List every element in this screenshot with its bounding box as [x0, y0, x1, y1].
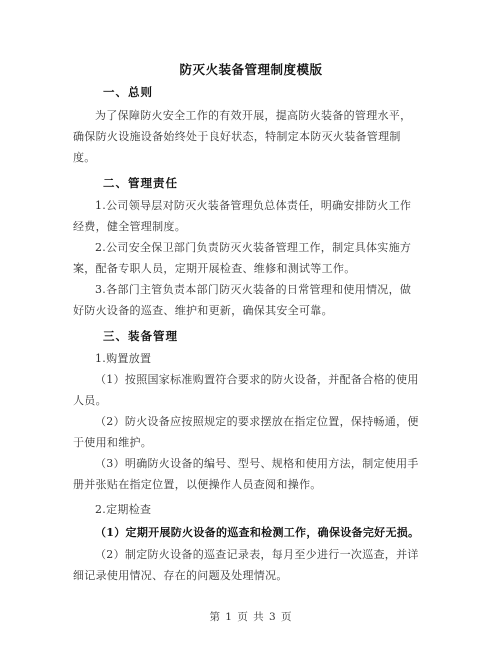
paragraph-line: 确保防火设施设备始终处于良好状态，特制定本防灭火装备管理制	[73, 130, 401, 143]
paragraph-line: （2）防火设备应按照规定的要求摆放在指定位置，保持畅通，便	[95, 415, 419, 428]
paragraph-line: 经费，健全管理制度。	[73, 220, 186, 233]
paragraph-line: 1.购置放置	[95, 352, 152, 365]
page-footer: 第 1 页 共 3 页	[209, 611, 293, 623]
paragraph-line: 案，配备专职人员，定期开展检查、维修和测试等工作。	[73, 262, 356, 275]
paragraph-line: 2.定期检查	[95, 503, 152, 516]
document-title: 防灭火装备管理制度模版	[179, 62, 323, 77]
paragraph-line: 3.各部门主管负责本部门防灭火装备的日常管理和使用情况，做	[95, 283, 412, 296]
paragraph-line-bold: （1）定期开展防火设备的巡查和检测工作，确保设备完好无损。	[95, 526, 420, 539]
paragraph-line: （1）按照国家标准购置符合要求的防火设备，并配备合格的使用	[95, 373, 419, 386]
paragraph-line: 于使用和维护。	[73, 436, 153, 449]
paragraph-line: 1.公司领导层对防灭火装备管理负总体责任，明确安排防火工作	[95, 199, 412, 212]
paragraph-line: 人员。	[73, 394, 107, 407]
paragraph-line: （3）明确防火设备的编号、型号、规格和使用方法，制定使用手	[95, 457, 419, 470]
section-heading-equipment: 三、装备管理	[103, 329, 178, 343]
paragraph-line: 细记录使用情况、存在的问题及处理情况。	[73, 569, 288, 582]
section-heading-responsibility: 二、管理责任	[103, 176, 178, 190]
paragraph-line: 2.公司安全保卫部门负责防灭火装备管理工作，制定具体实施方	[95, 241, 412, 254]
paragraph-line: （2）制定防火设备的巡查记录表，每月至少进行一次巡查，并详	[95, 548, 419, 561]
paragraph-line: 好防火设备的巡查、维护和更新，确保其安全可靠。	[73, 304, 333, 317]
section-heading-general: 一、总则	[103, 85, 153, 99]
paragraph-line: 为了保障防火安全工作的有效开展，提高防火装备的管理水平，	[95, 109, 412, 122]
paragraph-line: 度。	[73, 151, 96, 164]
paragraph-line: 册并张贴在指定位置，以便操作人员查阅和操作。	[73, 478, 322, 491]
